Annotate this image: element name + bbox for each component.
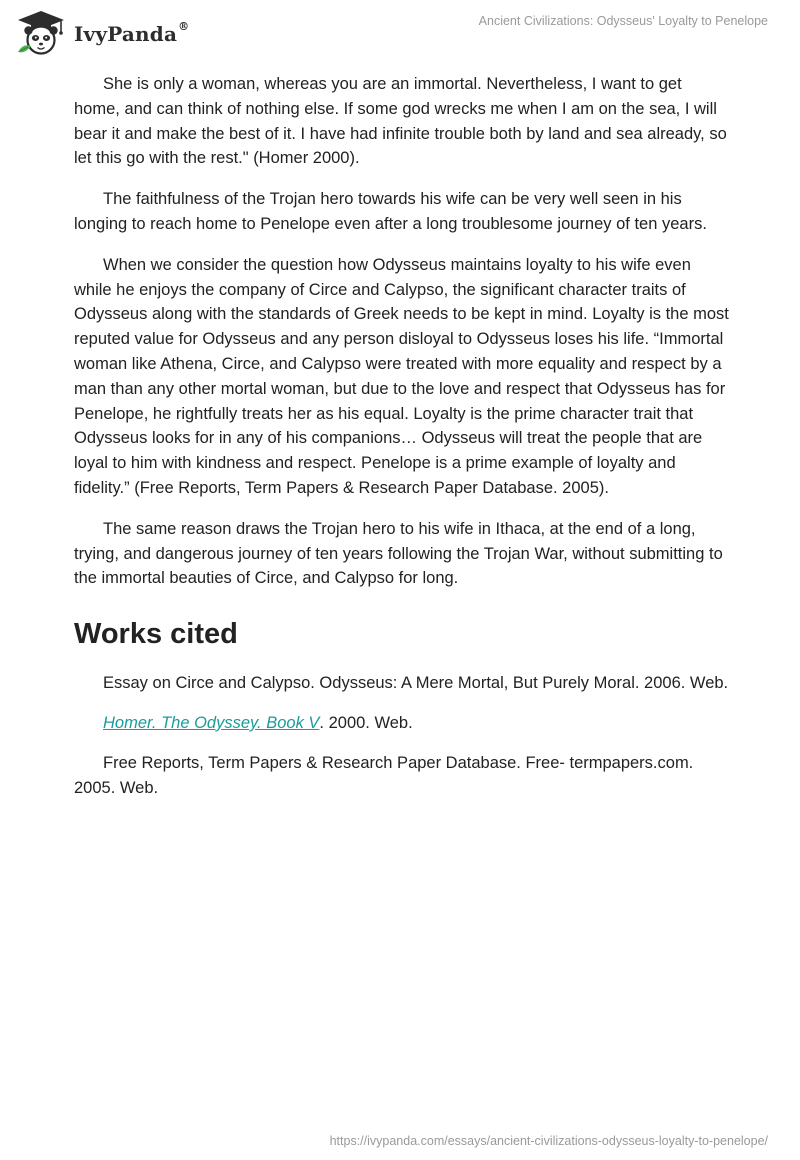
- panda-graduate-icon: [14, 8, 68, 56]
- body-paragraph: The same reason draws the Trojan hero to his wife in Ithaca, at the end of a long, trying, and dangerous journey of ten years following the Trojan War, without submitting to the immortal beauties of Circe, and Calypso for long.: [74, 519, 723, 588]
- body-paragraph: She is only a woman, whereas you are an immortal. Nevertheless, I want to get home, and can think of nothing else. If some god wrecks me when I am on the sea, I will bear it and make the best of it. I have had infinite trouble both by land and sea already, so let this go with the rest." (Homer 2000).: [74, 75, 727, 168]
- citation-entry: Free Reports, Term Papers & Research Paper Database. Free- termpapers.com. 2005. Web.: [74, 753, 694, 797]
- body-paragraph: The faithfulness of the Trojan hero towards his wife can be very well seen in his longing to reach home to Penelope even after a long troublesome journey of ten years.: [74, 190, 707, 233]
- citation-rest: . 2000. Web.: [319, 713, 413, 732]
- page-header: [0, 0, 800, 62]
- registered-mark: ®: [178, 20, 190, 34]
- footer-url[interactable]: https://ivypanda.com/essays/ancient-civilizations-odysseus-loyalty-to-penelope/: [329, 1134, 768, 1148]
- logo-text: IvyPanda®: [74, 20, 190, 46]
- works-cited-heading: Works cited: [74, 618, 238, 651]
- body-paragraph: When we consider the question how Odysseus maintains loyalty to his wife even while he enjoys the company of Circe and Calypso, the significant character traits of Odysseus along with the standards of Greek needs to be kept in mind. Loyalty is the most reputed value for Odysseus and any person disloyal to Odysseus loses his life. “Immortal woman like Athena, Circe, and Calypso were treated with more equality and respect by a man than any other mortal woman, but due to the love and respect that Odysseus has for Penelope, he rightfully treats her as his equal. Loyalty is the prime character trait that Odysseus looks for in any of his companions… Odysseus will treat the people that are loyal to him with kindness and respect. Penelope is a prime example of loyalty and fidelity.” (Free Reports, Term Papers & Research Paper Database. 2005).: [74, 255, 729, 497]
- essay-body: [74, 72, 730, 815]
- citation-entry: Essay on Circe and Calypso. Odysseus: A Mere Mortal, But Purely Moral. 2006. Web.: [103, 674, 729, 693]
- ivypanda-logo[interactable]: [14, 8, 189, 56]
- citation-entry: [74, 711, 730, 736]
- citation-link-homer[interactable]: Homer. The Odyssey. Book V: [103, 713, 320, 732]
- document-title: Ancient Civilizations: Odysseus' Loyalty to Penelope: [478, 14, 768, 28]
